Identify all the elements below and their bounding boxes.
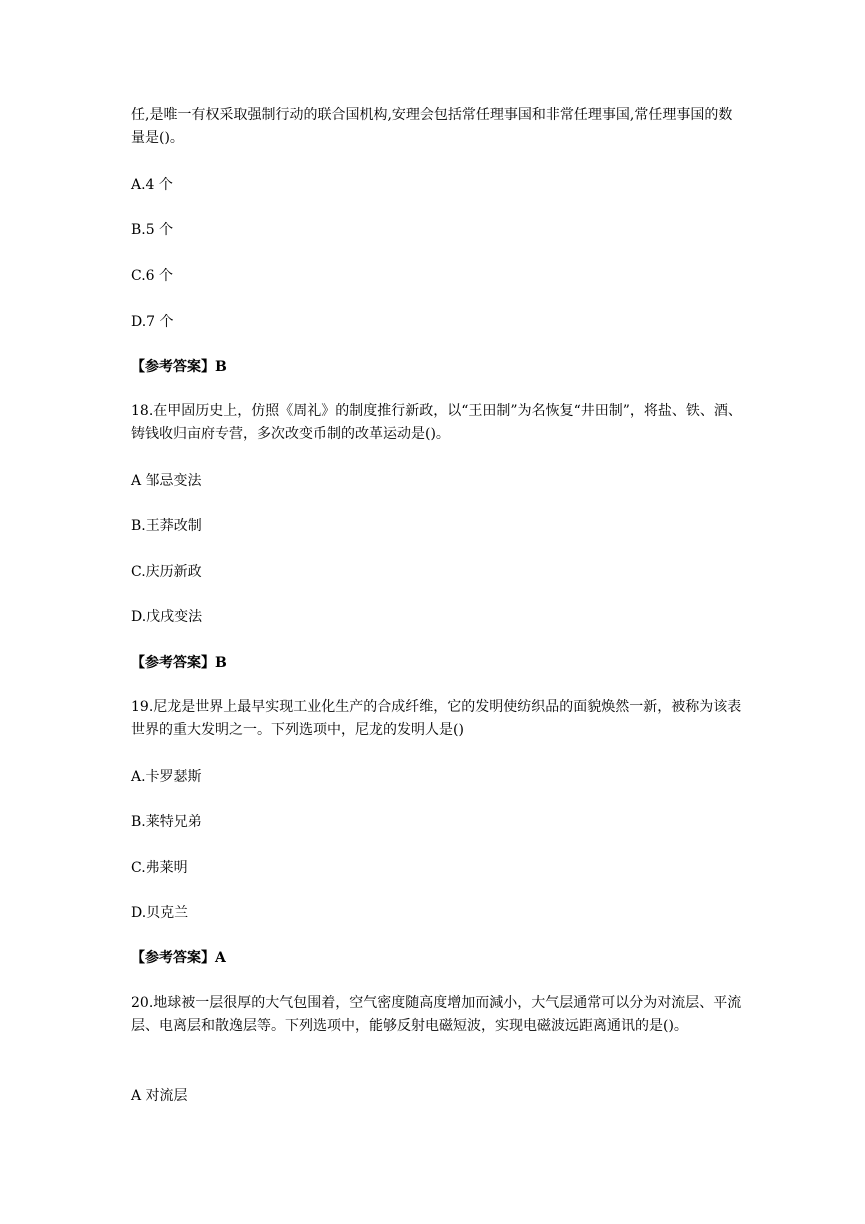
question-19-answer: 【参考答案】A — [131, 950, 226, 966]
question-17-option-d: D.7 个 — [131, 314, 174, 330]
question-20-stem: 20.地球被一层很厚的大气包围着，空气密度随高度增加而減小，大气层通常可以分为对流层、平流层、电离层和散逸层等。下列选项中，能够反射电磁短波，实现电磁波远距离通讯的是()。 — [131, 995, 742, 1034]
question-18-option-d: D.戊戌变法 — [131, 609, 203, 625]
question-19-option-b: B.莱特兄弟 — [131, 814, 202, 830]
question-19-option-a: A.卡罗瑟斯 — [131, 769, 202, 785]
question-19-option-c: C.弗莱明 — [131, 860, 188, 876]
question-20-option-a: A 对流层 — [131, 1088, 188, 1104]
question-17-stem: 任,是唯一有权采取强制行动的联合国机构,安理会包括常任理事国和非常任理事国,常任理事国的数量是()。 — [131, 107, 733, 146]
question-18-option-c: C.庆历新政 — [131, 564, 202, 580]
question-19-stem: 19.尼龙是世界上最早实现工业化生产的合成纤维，它的发明使纺织品的面貌焕然一新，被称为该表世界的重大发明之一。下列选项中，尼龙的发明人是() — [131, 699, 742, 738]
question-17-answer: 【参考答案】B — [131, 359, 227, 375]
question-19-option-d: D.贝克兰 — [131, 905, 189, 921]
question-18-stem: 18.在甲固历史上，仿照《周礼》的制度推行新政，以“王田制”为名恢复“井田制”，将盐、铁、酒、铸钱收归亩府专营，多次改变币制的改革运动是()。 — [131, 403, 742, 442]
question-18-option-a: A 邹忌变法 — [131, 473, 202, 489]
question-18-option-b: B.王莽改制 — [131, 518, 202, 534]
question-18-answer: 【参考答案】B — [131, 655, 227, 671]
question-17-option-a: A.4 个 — [131, 177, 173, 193]
question-17-option-b: B.5 个 — [131, 222, 174, 238]
question-17-option-c: C.6 个 — [131, 268, 174, 284]
